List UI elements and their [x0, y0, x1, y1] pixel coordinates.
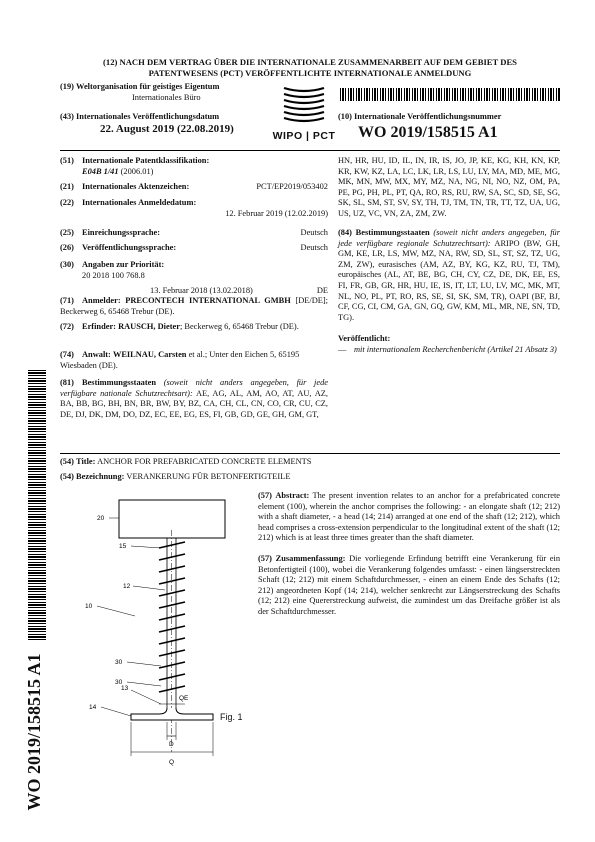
helix-windings	[159, 542, 185, 692]
label-qe: QE	[179, 695, 189, 702]
figure-1	[75, 490, 255, 780]
published-block: Veröffentlicht: — mit internationalem Recherchenbericht (Artikel 21 Absatz 3)	[338, 334, 557, 354]
label-15: 15	[119, 543, 127, 550]
figure-caption: Fig. 1	[220, 712, 243, 722]
field-21: (21) Internationales Aktenzeichen: PCT/EP2019/053402	[60, 182, 328, 191]
field-26: (26) Veröffentlichungssprache: Deutsch	[60, 243, 328, 252]
pubdate-block	[60, 112, 280, 136]
label-13: 13	[121, 685, 129, 692]
pubnum-block	[338, 112, 568, 142]
field-74: (74) Anwalt: WEILNAU, Carsten et al.; Unter den Eichen 5, 65195 Wiesbaden (DE).	[60, 350, 300, 370]
wipo-emblem-icon	[278, 84, 330, 130]
pubdate-code: (43)	[60, 112, 74, 121]
concrete-block	[119, 500, 225, 538]
field-84: (84) Bestimmungsstaaten (soweit nicht anders angegeben, für jede verfügbare regionale Schutzrechtsart): ARIPO (BW, GH, GM, KE, LR, LS, MW, MZ, NA, RW, SD, SL, ST, SZ, TZ, UG, ZM, ZW), eurasisches (AM, AZ, BY, KG, KZ, RU, TJ, TM), europäisches (AL, AT, BE, BG, CH, CY, CZ, DE, DK, EE, ES, FI, FR, GB, GR, HR, HU, IE, IS, IT, LT, LU, LV, MC, MK, MT, NL, NO, PL, PT, RO, RS, SE, SI, SK, SM, TR), OAPI (BF, BJ, CF, CG, CI, CM, GA, GN, GQ, GW, KM, ML, MR, NE, SN, TD, TG).	[338, 228, 561, 322]
field-72: (72) Erfinder: RAUSCH, Dieter; Beckerweg 6, 65468 Trebur (DE).	[60, 322, 299, 331]
label-30-a: 30	[115, 659, 123, 666]
pubnum-code: (10)	[338, 112, 352, 121]
label-12: 12	[123, 583, 131, 590]
header-line-2: PATENTWESENS (PCT) VERÖFFENTLICHTE INTERNATIONALE ANMELDUNG	[148, 68, 472, 78]
pubnum-label: Internationale Veröffentlichungsnummer	[354, 112, 502, 121]
office-name: Weltorganisation für geistiges Eigentum	[76, 82, 220, 91]
office-code: (19)	[60, 82, 74, 91]
field-25: (25) Einreichungssprache: Deutsch	[60, 228, 328, 237]
title-de: (54) Bezeichnung: VERANKERUNG FÜR BETONFERTIGTEILE	[60, 472, 291, 481]
pubnum-value: WO 2019/158515 A1	[358, 123, 498, 141]
anchor-drawing	[75, 490, 255, 780]
header-line-1: (12) NACH DEM VERTRAG ÜBER DIE INTERNATIONALE ZUSAMMENARBEIT AUF DEM GEBIET DES	[103, 57, 517, 67]
header-rule	[60, 150, 560, 151]
side-pub-number: WO 2019/158515 A1	[24, 653, 44, 811]
pubdate-label: Internationales Veröffentlichungsdatum	[76, 112, 220, 121]
wipo-logo-text: WIPO | PCT	[272, 130, 336, 142]
anchor-head	[131, 708, 213, 720]
title-en: (54) Title: ANCHOR FOR PREFABRICATED CONCRETE ELEMENTS	[60, 457, 312, 466]
label-20: 20	[97, 515, 105, 522]
wipo-logo	[272, 84, 336, 144]
pubdate-value: 22. August 2019 (22.08.2019)	[100, 122, 234, 135]
top-barcode	[340, 88, 560, 101]
field-81-continued: HN, HR, HU, ID, IL, IN, IR, IS, JO, JP, KE, KG, KH, KN, KP, KR, KW, KZ, LA, LC, LK, LR, LS, LU, LY, MA, MD, ME, MG, MK, MN, MW, MX, MY, MZ, NA, NG, NI, NO, NZ, OM, PA, PE, PG, PH, PL, PT, QA, RO, RS, RU, RW, SA, SC, SD, SE, SG, SK, SL, SM, ST, SV, SY, TH, TJ, TM, TN, TR, TT, TZ, UA, UG, US, UZ, VC, VN, ZA, ZM, ZW.	[338, 156, 560, 218]
field-51: (51) Internationale Patentklassifikation: E04B 1/41 (2006.01)	[60, 156, 210, 176]
office-block	[60, 82, 280, 103]
label-30-b: 30	[115, 679, 123, 686]
office-sub: Internationales Büro	[132, 92, 201, 102]
field-81: (81) Bestimmungsstaaten (soweit nicht anders angegeben, für jede verfügbare nationale Schutzrechtsart): AE, AG, AL, AM, AO, AT, AU, AZ, BA, BB, BG, BH, BN, BR, BW, BY, BZ, CA, CH, CL, CN, CO, CR, CU, CZ, DE, DJ, DK, DM, DO, DZ, EC, EE, EG, ES, FI, GB, GD, GE, GH, GM, GT,	[60, 378, 328, 419]
label-d: D	[169, 741, 174, 748]
abstract-en: (57) Abstract: The present invention relates to an anchor for a prefabricated concrete element (100), wherein the anchor comprises the following: - an elongate shaft (12; 212) with a shaft diameter, - a head (14; 214) arranged at one end of the shaft (12; 212), which head comprises a cross-extension perpendicular to the longitudinal extent of the shaft (12; 212) which is at least three times greater than the shaft diameter.	[258, 491, 560, 543]
field-30: (30) Angaben zur Priorität: 20 2018 100 768.8 13. Februar 2018 (13.02.2018) DE	[60, 260, 328, 296]
field-71: (71) Anmelder: PRECONTECH INTERNATIONAL GMBH [DE/DE]; Beckerweg 6, 65468 Trebur (DE).	[60, 296, 328, 316]
field-22: (22) Internationales Anmeldedatum: 12. Februar 2019 (12.02.2019)	[60, 198, 328, 218]
abstract-de: (57) Zusammenfassung: Die vorliegende Erfindung betrifft eine Verankerung für ein Betonfertigteil (100), wobei die Verankerung folgendes umfasst: - einen längserstreckten Schaft (12; 212) mit einem Schaftdurchmesser, - einen an einem Ende des Schafts (12; 212) angeordneten Kopf (14; 214), welcher senkrecht zur Längserstreckung des Schafts (12; 212) eine Quererstreckung aufweist, die zumindest um das Dreifache größer ist als der Schaftdurchmesser.	[258, 554, 561, 616]
label-q: Q	[169, 759, 175, 766]
side-barcode	[28, 370, 46, 640]
label-10: 10	[85, 603, 93, 610]
titles-rule	[60, 453, 560, 454]
label-14: 14	[89, 704, 97, 711]
